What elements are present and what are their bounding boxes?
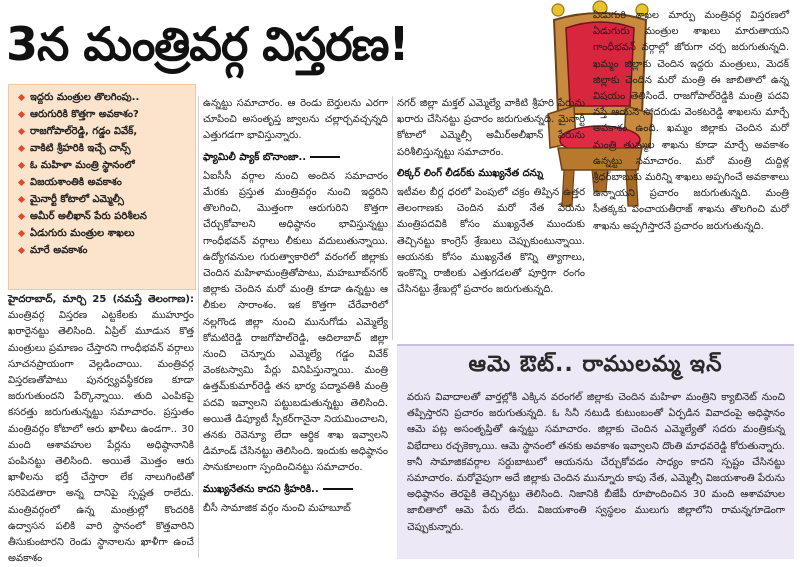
highlight-item: విజయశాంతికి అవకాశం — [19, 174, 189, 191]
highlight-item: వాకిటి శ్రీహరికి ఇచ్చే చాన్స్ — [19, 140, 189, 157]
highlight-item: ఓ మహిళా మంత్రి స్థానంలో — [19, 157, 189, 174]
column-1-text: మంత్రివర్గ విస్తరణ ఎట్టకేలకు ముహూర్తం ఖరారైనట్టు తెలిసింది. ఏప్రిల్ మూడున కొత్త మంత్రులు ప్రమాణం చేస్తారని గాంధీభవన్ వర్గాలు సూచనప్రాయంగా వెల్లడించాయి. మంత్రివర్గ విస్తరణతోపాటు పునర్వ్యవస్థీకరణ కూడా జరుగుతుందని పేర్కొన్నాయి. తుది ఎంపికపై కసరత్తు జరుగుతున్నట్టు సమాచారం. ప్రస్తుతం మంత్రివర్గం కోటాలో ఆరు ఖాళీలు ఉండగా.. 30 మంది ఆశావహుల పేర్లను అధిష్ఠానానికి పంపినట్టు తెలిసింది. అయితే మొత్తం ఆరు ఖాళీలను భర్తీ చేస్తారా లేక నాలుగింటితో సరిపెడతారా అన్న దానిపై స్పష్టత రాలేదు. మంత్రివర్గంలో ఉన్న మంత్రుల్లో కొందరికి ఉద్వాసన పలికి వారి స్థానంలో కొత్తవారిని తీసుకుంటారని రెండు స్థానాలను ఖాళీగా ఉంచే అవకాశం — [8, 310, 194, 565]
highlight-item: ఇద్దరు మంత్రుల తొలగింపు.. — [19, 89, 189, 106]
headline: 3న మంత్రివర్గ విస్తరణ! — [6, 17, 409, 71]
column-divider — [392, 96, 393, 340]
subheading-family-pack: ఫ్యామిలీ ప్యాక్ బొనాంజా.. — [203, 150, 388, 166]
column-1 — [8, 292, 194, 565]
column-3 — [397, 96, 585, 336]
highlight-item: మైనార్టీ కోటాలో ఎమ్మెల్సీ — [19, 191, 189, 208]
sidebar-story-box — [397, 344, 794, 559]
highlight-item: అమీర్ అలీఖాన్ పేరు పరిశీలన — [19, 208, 189, 225]
subheading-srihari: ముఖ్యనేతను కాదని శ్రీహరికి.. — [203, 482, 388, 498]
highlight-item: రాజగోపాల్‌రెడ్డి, గడ్డం వివేక్, — [19, 123, 189, 140]
column-3-paragraph: నగర్ జిల్లా మక్తల్ ఎమ్మెల్యే వాకిటి శ్రీహరి పేరును ఖరారు చేసినట్టు ప్రచారం జరుగుతున్నది. మైనార్టీ కోటాలో ఎమ్మెల్సీ అమీర్‌అలీఖాన్ పేరును పరిశీలిస్తున్నట్టు సమాచారం. — [397, 98, 585, 158]
dateline: హైదరాబాద్, మార్చి 25 (నమస్తే తెలంగాణ): — [8, 294, 194, 305]
column-2-paragraph: ఏఐసీసీ వర్గాల నుంచి అందిన సమాచారం మేరకు ప్రస్తుత మంత్రివర్గం నుంచి ఇద్దరిని తొలగించి, మొత్తంగా ఆరుగురిని కొత్తగా చేర్చుకోవాలని అధిష్ఠానం భావిస్తున్నట్టు గాంధీభవన్ వర్గాలు లీకులు వదులుతున్నాయి. ఉద్యోగవనుల గురుత్వాకారిలో వరంగల్ జిల్లాకు చెందిన మహిళామంత్రితోపాటు, మహబూబ్‌నగర్ జిల్లాకు చెందిన మరో మంత్రి కూడా ఉన్నట్టు ఆ లీకుల సారాంశం. ఇక కొత్తగా చేరేవారిలో నల్లగొండ జిల్లా నుంచి మునుగోడు ఎమ్మెల్యే కోమటిరెడ్డి రాజగోపాల్‌రెడ్డి, ఆదిలాబాద్ జిల్లా నుంచి చెన్నూరు ఎమ్మెల్యే గడ్డం వివేక్ వెంకటస్వామి పేర్లు వినిపిస్తున్నాయి. మంత్రి ఉత్తమ్‌కుమార్‌రెడ్డి తన భార్య పద్మావతికి మంత్రి పదవి ఇవ్వాలని పట్టుబడుతున్నట్టు తెలిసింది. అయితే డిప్యూటీ స్పీకర్‌గానైనా నియమించాలని, తనకు రెవెన్యూ లేదా ఆర్థిక శాఖ ఇవ్వాలని డిమాండ్ చేసినట్టు తెలిసింది. ఇందుకు అధిష్ఠానం సానుకూలంగా స్పందించినట్టు సమాచారం. — [203, 170, 388, 474]
column-2-paragraph: బీసీ సామాజిక వర్గం నుంచి మహబూబ్ — [203, 502, 351, 514]
subheading-liquor-leader: లిక్కర్ లింగ్ లీడర్‌కు ముఖ్యనేత దన్ను — [397, 167, 544, 179]
column-2-paragraph: ఉన్నట్టు సమాచారం. ఆ రెండు బెర్తులను ఎరగా చూపించి అసంతృప్త జ్వాలను చల్లార్చవచ్చన్నది ఎత్తుగడగా భావిస్తున్నారు. — [203, 98, 388, 142]
sidebar-story-title: ఆమె ఔట్.. రాములమ్మ ఇన్ — [468, 352, 723, 377]
highlights-box — [8, 84, 196, 290]
highlight-item: ఆరుగురికి కొత్తగా అవకాశం? — [19, 106, 189, 123]
column-divider — [198, 96, 199, 558]
column-3-paragraph: ఇటీవల బీర్ల ధరలో పెంపులో చక్రం తిప్పిన ఉత్తర తెలంగాణకు చెందిన మరో నేత పేరును మంత్రిపదవికి కోసం ముఖ్యనేత ముందుకు తెచ్చినట్టు కాంగ్రెస్ శ్రేణులు చెప్పుకుంటున్నాయి. ఆయనకు కోసం ముఖ్యనేత కొన్ని త్యాగాలు, ఇంకొన్ని రాజీలకు ఎత్తుగడలతో పూర్తిగా రంగం చేసినట్టు శ్రేణుల్లో ప్రచారం జరుగుతున్నది. — [397, 187, 585, 296]
highlight-item: మారే అవకాశం — [19, 242, 189, 259]
highlight-item: ఏడుగురు మంత్రుల శాఖలు — [19, 225, 189, 242]
column-4-text: ఏడుగురి శాఖల మార్పు మంత్రివర్గ విస్తరణలో ఏడుగురు మంత్రుల శాఖలు మారుతాయని గాంధీభవన్ వర్గాల్లో జోరుగా చర్చ జరుగుతున్నది. ఖమ్మం జిల్లాకు చెందిన ఇద్దరు మంత్రులు, మెదక్ జిల్లాకు చెందిన మరో మంత్రి ఈ జాబితాలో ఉన్న విషయం తెలిసిందే. రాజగోపాల్‌రెడ్డికి మంత్రి పదవి వస్తే ఆయన సోదరుడు వెంకటరెడ్డి శాఖలను మార్చే అవకాశం ఉంది. ఖమ్మం జిల్లాకు చెందిన మరో మంత్రి తుమ్మల శాఖను కూడా మార్చే అవకాశం ఉన్నట్టు సమాచారం. మరో మంత్రి దుద్దిళ్ల శ్రీధర్‌బాబుకు మరిన్ని శాఖలు అప్పగించే అవకాశాలు ఉన్నాయని ప్రచారం జరుగుతున్నది. మంత్రి సీతక్కకు పంచాయతీరాజ్ శాఖను తొలగించి మరో శాఖను అప్పగిస్తారనే ప్రచారం జరుగుతున్నది. — [593, 10, 789, 232]
sidebar-story-text: వరుస వివాదాలతో వార్తల్లోకి ఎక్కిన వరంగల్ జిల్లాకు చెందిన మహిళా మంత్రిని క్యాబినెట్ నుంచి తప్పిస్తారని ప్రచారం జరుగుతున్నది. ఓ సినీ నటుడి కుటుంబంతో ఏర్పడిన వివాదంపై అధిష్ఠానం ఆమె పట్ల అసంతృప్తితో ఉన్నట్టు సమాచారం. జిల్లాకు చెందిన ఎమ్మెల్యేతో సదరు మంత్రికున్న విభేదాలు రచ్చకెక్కాయి. ఆమె స్థానంలో తనకు అవకాశం ఇవ్వాలని దొంతి మాధవరెడ్డి కోరుతున్నారు. కానీ సామాజికవర్గాల సర్దుబాటులో ఆయనను చేర్చుకోవడం సాధ్యం కాదని స్పష్టం చేసినట్టు సమాచారం. మరోవైపుగా అదే జిల్లాకు చెందిన మున్నూరు కాపు నేత, ఎమ్మెల్సీ విజయశాంతి పేరును అధిష్ఠానం తెరపైకి తెచ్చినట్టు తెలిసింది. నిజానికి బీజేపీ రూపొందించిన 30 మంది ఆశావహుల జాబితాలో ఆమె పేరు లేదు. విజయశాంతి స్వస్థలం ములుగు జిల్లాలోని రామన్నగూడెంగా చెప్పుకున్నారు. — [407, 392, 785, 533]
column-2 — [203, 96, 388, 558]
column-4 — [593, 8, 789, 338]
